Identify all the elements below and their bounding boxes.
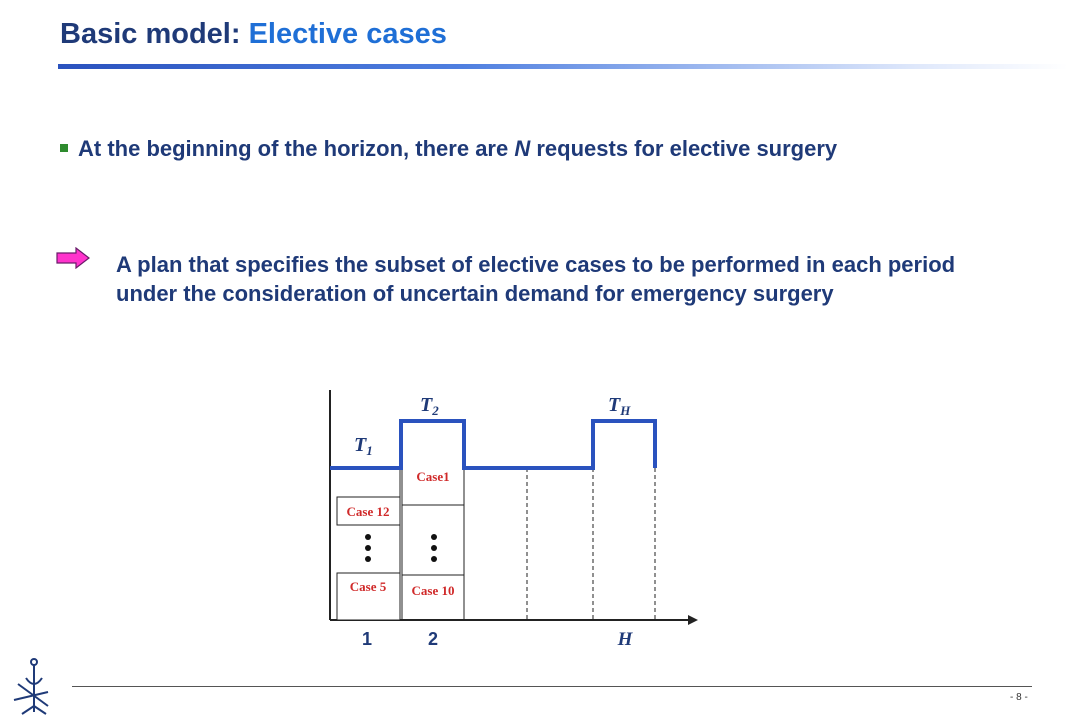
t1-label: $T_1$ xyxy=(354,434,373,458)
schedule-diagram xyxy=(300,385,700,655)
logo-icon xyxy=(4,650,52,718)
case10-label: Case 10 xyxy=(411,583,455,598)
case5-label: Case 5 xyxy=(349,579,387,594)
capacity-line xyxy=(330,421,655,468)
x-axis-arrowhead xyxy=(688,615,698,625)
slide-title xyxy=(60,18,447,51)
bullet-text-pre: At the beginning of the horizon, there are xyxy=(78,136,515,161)
ellipsis-dots-2 xyxy=(431,534,437,562)
title-accent: Elective cases xyxy=(248,18,447,50)
case12-label: Case 12 xyxy=(346,504,390,519)
x-label-1: 1 xyxy=(361,629,373,649)
footer-divider xyxy=(72,686,1032,687)
title-underline xyxy=(58,64,1068,69)
x-label-2: 2 xyxy=(427,629,439,649)
t2-label: $T_2$ xyxy=(420,394,439,418)
right-arrow-icon xyxy=(56,247,90,269)
plan-description: A plan that specifies the subset of elective cases to be performed in each period under the consideration of uncertain demand for emergency surgery xyxy=(116,252,956,306)
bullet-text-post: requests for elective surgery xyxy=(530,136,838,161)
x-label-h: H xyxy=(617,629,633,650)
bullet-square-icon xyxy=(60,144,68,152)
bullet-text-em: N xyxy=(514,136,531,161)
page-number: - 8 - xyxy=(1010,692,1028,703)
case1-label: Case1 xyxy=(416,469,450,484)
bullet-item xyxy=(60,136,1060,162)
th-label: $T_H$ xyxy=(608,394,631,418)
ellipsis-dots-1 xyxy=(365,534,371,562)
title-main: Basic model: xyxy=(60,18,241,50)
